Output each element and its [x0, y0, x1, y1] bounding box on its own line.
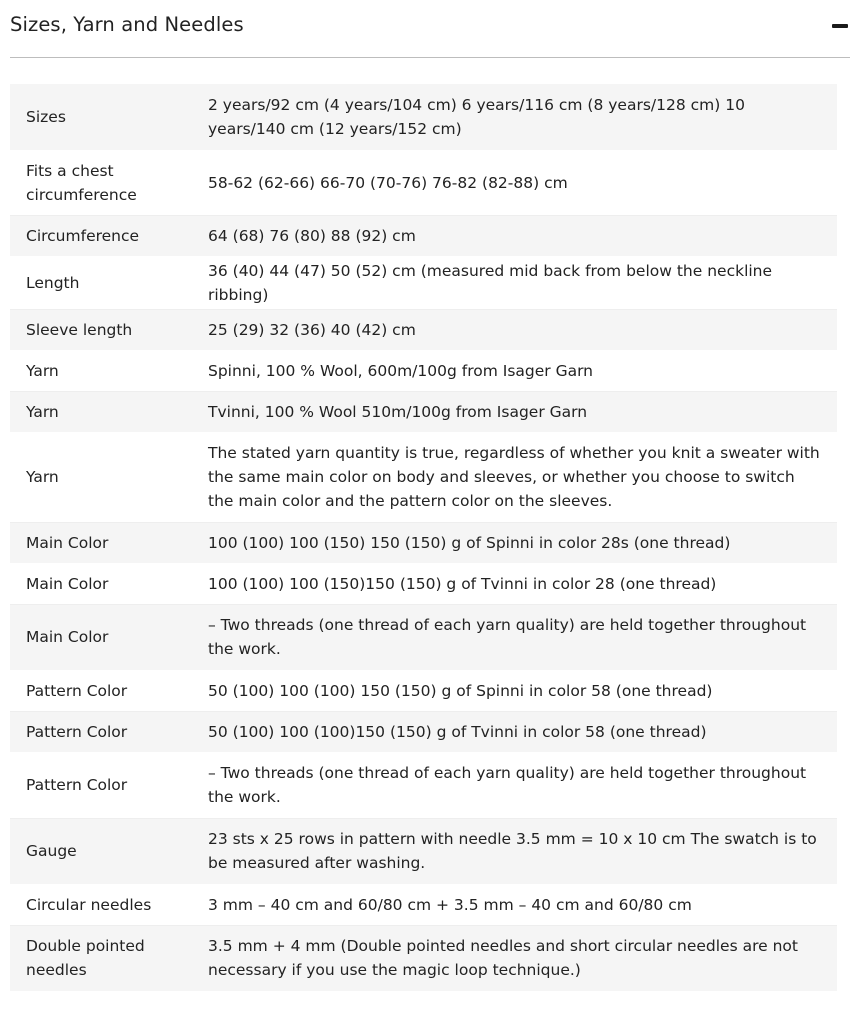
table-row: [10, 215, 837, 256]
row-value: 58-62 (62-66) 66-70 (70-76) 76-82 (82-88) cm: [208, 150, 837, 215]
table-row: [10, 150, 837, 215]
row-label: Fits a chest circumference: [10, 150, 208, 215]
row-value: 3.5 mm + 4 mm (Double pointed needles and short circular needles are not necessary if you use the magic loop technique.): [208, 925, 837, 991]
row-value: 25 (29) 32 (36) 40 (42) cm: [208, 309, 837, 350]
table-row: [10, 818, 837, 884]
row-value: Spinni, 100 % Wool, 600m/100g from Isager Garn: [208, 350, 837, 391]
row-value: 3 mm – 40 cm and 60/80 cm + 3.5 mm – 40 cm and 60/80 cm: [208, 884, 837, 925]
row-value: 23 sts x 25 rows in pattern with needle 3.5 mm = 10 x 10 cm The swatch is to be measured after washing.: [208, 818, 837, 884]
row-value: The stated yarn quantity is true, regardless of whether you knit a sweater with the same main color on body and sleeves, or whether you choose to switch the main color and the pattern color on the sleeves.: [208, 432, 837, 522]
row-label: Main Color: [10, 522, 208, 563]
minus-icon[interactable]: [832, 24, 848, 28]
table-row: [10, 256, 837, 309]
row-label: Length: [10, 256, 208, 309]
row-label: Pattern Color: [10, 711, 208, 752]
row-label: Double pointed needles: [10, 925, 208, 991]
row-label: Yarn: [10, 350, 208, 391]
row-value: – Two threads (one thread of each yarn quality) are held together throughout the work.: [208, 604, 837, 670]
section-title: Sizes, Yarn and Needles: [10, 13, 244, 36]
table-row: [10, 84, 837, 150]
row-value: 100 (100) 100 (150)150 (150) g of Tvinni in color 28 (one thread): [208, 563, 837, 604]
row-label: Main Color: [10, 604, 208, 670]
accordion-header[interactable]: [10, 0, 850, 58]
table-row: [10, 711, 837, 752]
table-row: [10, 309, 837, 350]
row-value: 2 years/92 cm (4 years/104 cm) 6 years/116 cm (8 years/128 cm) 10 years/140 cm (12 years/152 cm): [208, 84, 837, 150]
row-value: Tvinni, 100 % Wool 510m/100g from Isager Garn: [208, 391, 837, 432]
spec-table: [10, 84, 837, 992]
row-label: Main Color: [10, 563, 208, 604]
row-value: 36 (40) 44 (47) 50 (52) cm (measured mid back from below the neckline ribbing): [208, 256, 837, 309]
row-value: 64 (68) 76 (80) 88 (92) cm: [208, 215, 837, 256]
table-row: [10, 925, 837, 991]
row-label: Sleeve length: [10, 309, 208, 350]
row-label: Gauge: [10, 818, 208, 884]
row-label: Yarn: [10, 391, 208, 432]
table-row: [10, 884, 837, 925]
table-row: [10, 391, 837, 432]
row-value: – Two threads (one thread of each yarn quality) are held together throughout the work.: [208, 752, 837, 818]
row-label: Sizes: [10, 84, 208, 150]
table-row: [10, 670, 837, 711]
row-value: 100 (100) 100 (150) 150 (150) g of Spinni in color 28s (one thread): [208, 522, 837, 563]
table-row: [10, 350, 837, 391]
table-row: [10, 752, 837, 818]
table-row: [10, 432, 837, 522]
row-value: 50 (100) 100 (100) 150 (150) g of Spinni in color 58 (one thread): [208, 670, 837, 711]
row-label: Yarn: [10, 432, 208, 522]
row-label: Circumference: [10, 215, 208, 256]
table-row: [10, 522, 837, 563]
table-row: [10, 563, 837, 604]
row-label: Circular needles: [10, 884, 208, 925]
row-label: Pattern Color: [10, 752, 208, 818]
row-label: Pattern Color: [10, 670, 208, 711]
row-value: 50 (100) 100 (100)150 (150) g of Tvinni in color 58 (one thread): [208, 711, 837, 752]
table-row: [10, 604, 837, 670]
